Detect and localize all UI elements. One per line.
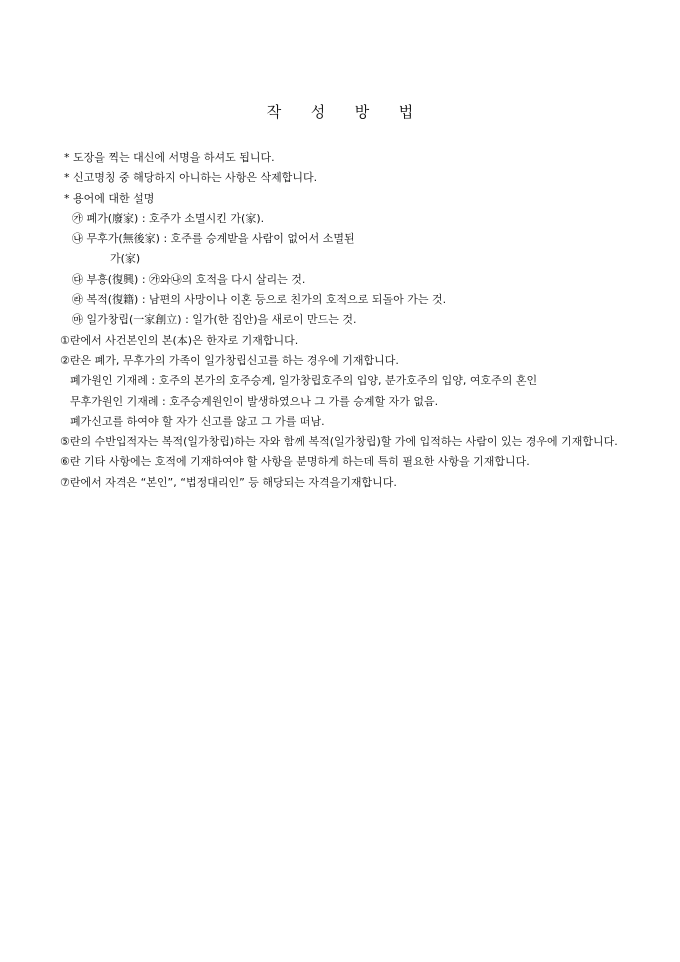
- instruction-item-7: ⑦란에서 자격은 “본인”, “법정대리인” 등 해당되는 자격을기재합니다.: [60, 475, 397, 489]
- title-char: 성: [310, 103, 326, 121]
- term-item: ㉱ 복적(復籍) : 남편의 사망이나 이혼 등으로 친가의 호적으로 되돌아 가는 것.: [72, 293, 447, 307]
- instructions-body: [62, 148, 624, 493]
- term-item: ㉲ 일가창립(一家創立) : 일가(한 집안)을 새로이 만드는 것.: [72, 313, 357, 327]
- instruction-item-2: ②란은 폐가, 무후가의 가족이 일가창립신고를 하는 경우에 기재합니다.: [60, 353, 399, 367]
- instruction-item-2-sub: 폐가신고를 하여야 할 자가 신고를 않고 그 가를 떠남.: [70, 414, 325, 428]
- instruction-item-2-sub: 무후가원인 기재례 : 호주승계원인이 발생하였으나 그 가를 승계할 자가 없음.: [70, 394, 439, 408]
- instruction-item-1: ①란에서 사건본인의 본(本)은 한자로 기재합니다.: [60, 333, 299, 347]
- title-char: 법: [398, 103, 414, 121]
- note-terms-heading: * 용어에 대한 설명: [64, 191, 155, 205]
- document-title: [0, 101, 680, 122]
- note-signature: * 도장을 찍는 대신에 서명을 하셔도 됩니다.: [64, 151, 275, 164]
- title-char: 작: [266, 103, 282, 121]
- title-char: 방: [354, 103, 370, 121]
- term-item: ㉮ 폐가(廢家) : 호주가 소멸시킨 가(家).: [72, 211, 265, 225]
- term-item-continuation: 가(家): [110, 252, 141, 266]
- term-item: ㉰ 부흥(復興) : ㉮와㉯의 호적을 다시 살리는 것.: [72, 272, 306, 286]
- instruction-item-5: ⑤란의 수반입적자는 복적(일가창립)하는 자와 함께 복적(일가창립)할 가에 입적하는 사람이 있는 경우에 기재합니다.: [60, 435, 618, 449]
- term-item: ㉯ 무후가(無後家) : 호주를 승계받을 사람이 없어서 소멸된: [72, 232, 355, 246]
- instruction-item-2-sub: 폐가원인 기재례 : 호주의 본가의 호주승계, 일가창립호주의 입양, 분가호주의 입양, 여호주의 혼인: [70, 374, 538, 388]
- note-delete-unused: * 신고명칭 중 해당하지 아니하는 사항은 삭제합니다.: [64, 171, 318, 185]
- instruction-item-6: ⑥란 기타 사항에는 호적에 기재하여야 할 사항을 분명하게 하는데 특히 필요한 사항을 기재합니다.: [60, 455, 530, 469]
